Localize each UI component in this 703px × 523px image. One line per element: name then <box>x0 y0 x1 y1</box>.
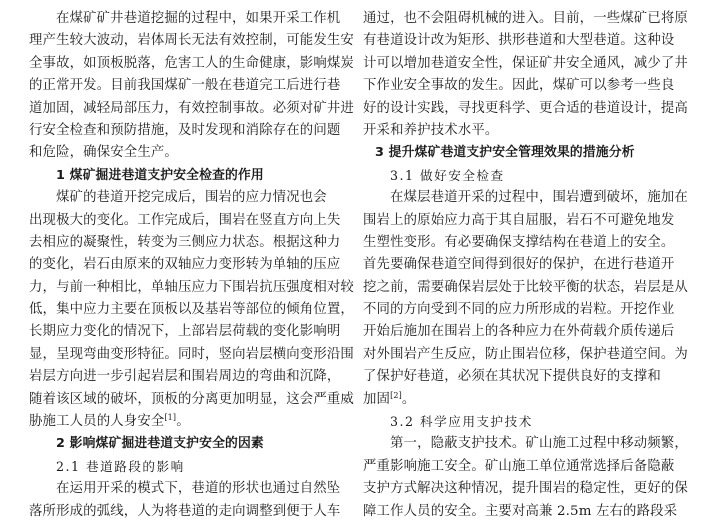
text-line <box>29 142 345 164</box>
text-line <box>29 411 345 433</box>
citation-ref: [2] <box>390 390 402 400</box>
text-line <box>363 232 681 254</box>
line-text: 全事故，如顶板脱落，危害工人的生命健康，影响煤炭 <box>29 55 354 71</box>
text-line <box>29 501 345 523</box>
line-text: 低，集中应力主要在顶板以及基岩等部位的倾角位置， <box>29 302 354 318</box>
line-text: 开始后施加在围岩上的各种应力在外荷载介质传递后 <box>363 324 675 340</box>
line-text: 下作业安全事故的发生。因此，煤矿可以参考一些良 <box>363 78 675 94</box>
line-text: 2.1 巷道路段的影响 <box>56 458 185 474</box>
text-line <box>363 321 681 343</box>
text-line <box>363 30 681 52</box>
text-line <box>363 120 681 142</box>
line-text: 显，呈现弯曲变形特征。同时，竖向岩层横向变形沿围 <box>29 346 354 362</box>
text-line <box>363 254 681 276</box>
section-heading <box>29 433 345 455</box>
line-text: 岩层方向进一步引起岩层和围岩周边的弯曲和沉降， <box>29 369 341 385</box>
line-text: 去相应的凝聚性，转变为三侧应力状态。根据这种力 <box>29 234 341 250</box>
subsection-heading <box>363 165 681 187</box>
line-text: 有巷道设计改为矩形、拱形巷道和大型巷道。这种设 <box>363 33 675 49</box>
citation-ref: [1] <box>164 413 177 423</box>
line-text: 开采和养护技术水平。 <box>363 122 499 138</box>
line-text: 了保护好巷道，必须在其状况下提供良好的支撑和 <box>363 369 661 385</box>
line-text: 在煤层巷道开采的过程中，围岩遭到破坏，施加在 <box>390 190 688 206</box>
text-line <box>29 75 345 97</box>
line-text: 通过，也不会阻碍机械的进入。目前，一些煤矿已将原 <box>363 11 688 26</box>
line-text: 好的设计实践，寻找更科学、更合适的巷道设计，提高 <box>363 100 688 116</box>
text-line <box>363 75 681 97</box>
line-text: 加固 <box>363 391 391 407</box>
line-text: 不同的方向受到不同的应力所形成的岩粒。开挖作业 <box>363 302 675 318</box>
line-text: 对外围岩产生反应，防止围岩位移，保护巷道空间。为 <box>363 346 688 362</box>
text-line <box>29 299 354 321</box>
line-text: 力，与前一种相比，单轴压应力下围岩抗压强度相对较 <box>29 279 354 295</box>
line-text: 的变化，岩石由原来的双轴应力变形转为单轴的压应 <box>29 257 341 273</box>
text-line <box>363 389 681 411</box>
text-line <box>363 456 681 478</box>
text-line <box>363 53 688 75</box>
line-text: 3.1 做好安全检查 <box>390 167 505 183</box>
line-text: 的正常开发。目前我国煤矿一般在巷道完工后进行巷 <box>29 78 341 94</box>
text-line <box>29 210 345 232</box>
text-line <box>363 210 681 232</box>
line-text: 和危险，确保安全生产。 <box>29 145 178 161</box>
line-text: 落所形成的弧线，人为将巷道的走向调整到便于人车 <box>29 503 341 519</box>
text-line <box>363 277 688 299</box>
text-line <box>29 344 354 366</box>
text-line <box>29 53 354 75</box>
text-line <box>29 232 345 254</box>
line-text: 2 影响煤矿掘进巷道支护安全的因素 <box>56 436 264 452</box>
text-line <box>29 120 345 142</box>
text-line <box>29 366 345 388</box>
line-text: 长期应力变化的情况下，上部岩层荷载的变化影响明 <box>29 324 341 340</box>
line-text: 煤矿的巷道开挖完成后，围岩的应力情况也会 <box>56 190 327 206</box>
line-text: 在煤矿矿井巷道挖掘的过程中，如果开采工作机 <box>56 11 341 26</box>
text-line <box>363 344 688 366</box>
line-text: 计可以增加巷道安全性，保证矿井安全通风，减少了井 <box>363 55 688 71</box>
text-line <box>29 187 345 209</box>
line-text: 出现极大的变化。工作完成后，围岩在竖直方向上失 <box>29 212 341 228</box>
line-tail: 。 <box>401 391 416 407</box>
line-text: 障工作人员的安全。主要对高兼 2.5m 左右的路段采 <box>363 503 678 519</box>
text-line <box>363 8 688 30</box>
line-text: 理产生较大波动，岩体周长无法有效控制，可能发生安 <box>29 33 354 49</box>
line-text: 支护方式解决这种情况，提升围岩的稳定性，更好的保 <box>363 481 688 497</box>
text-line <box>363 433 688 455</box>
text-line <box>29 321 345 343</box>
text-line <box>29 389 354 411</box>
line-text: 第一，隐蔽支护技术。矿山施工过程中移动频繁， <box>390 436 688 452</box>
line-text: 生塑性变形。有必要确保支撑结构在巷道上的安全。 <box>363 234 675 250</box>
text-line <box>363 501 681 523</box>
line-text: 随着该区域的破坏，顶板的分离更加明显，这会严重威 <box>29 391 354 407</box>
line-text: 围岩上的原始应力高于其自屈服，岩石不可避免地发 <box>363 212 675 228</box>
line-text: 1 煤矿掘进巷道支护安全检查的作用 <box>56 167 264 183</box>
line-text: 严重影响施工安全。矿山施工单位通常选择后备隐蔽 <box>363 458 675 474</box>
line-text: 挖之前，需要确保岩层处于比较平衡的状态，岩层是从 <box>363 279 688 295</box>
text-line <box>363 478 688 500</box>
right-column <box>363 8 688 523</box>
text-line <box>29 254 345 276</box>
line-tail: 。 <box>176 414 190 430</box>
text-line <box>363 299 681 321</box>
line-text: 行安全检查和预防措施，及时发现和消除存在的问题 <box>29 122 341 138</box>
left-column <box>29 8 354 523</box>
line-text: 3 提升煤矿巷道支护安全管理效果的措施分析 <box>375 145 635 161</box>
line-text: 道加固，减轻局部压力，有效控制事故。必须对矿井进 <box>29 100 354 116</box>
text-line <box>29 478 345 500</box>
line-text: 首先要确保巷道空间得到很好的保护，在进行巷道开 <box>363 257 675 273</box>
text-line <box>363 187 688 209</box>
subsection-heading <box>363 411 681 433</box>
text-line <box>29 30 354 52</box>
text-line <box>29 277 354 299</box>
section-heading <box>363 142 681 164</box>
line-text: 在运用开采的模式下，巷道的形状也通过自然坠 <box>56 481 341 497</box>
text-line <box>29 98 354 120</box>
subsection-heading <box>29 456 345 478</box>
text-line <box>363 366 681 388</box>
line-text: 3.2 科学应用支护技术 <box>390 414 533 430</box>
text-line <box>29 8 345 30</box>
line-text: 胁施工人员的人身安全 <box>29 414 165 430</box>
text-line <box>363 98 688 120</box>
section-heading <box>29 165 345 187</box>
